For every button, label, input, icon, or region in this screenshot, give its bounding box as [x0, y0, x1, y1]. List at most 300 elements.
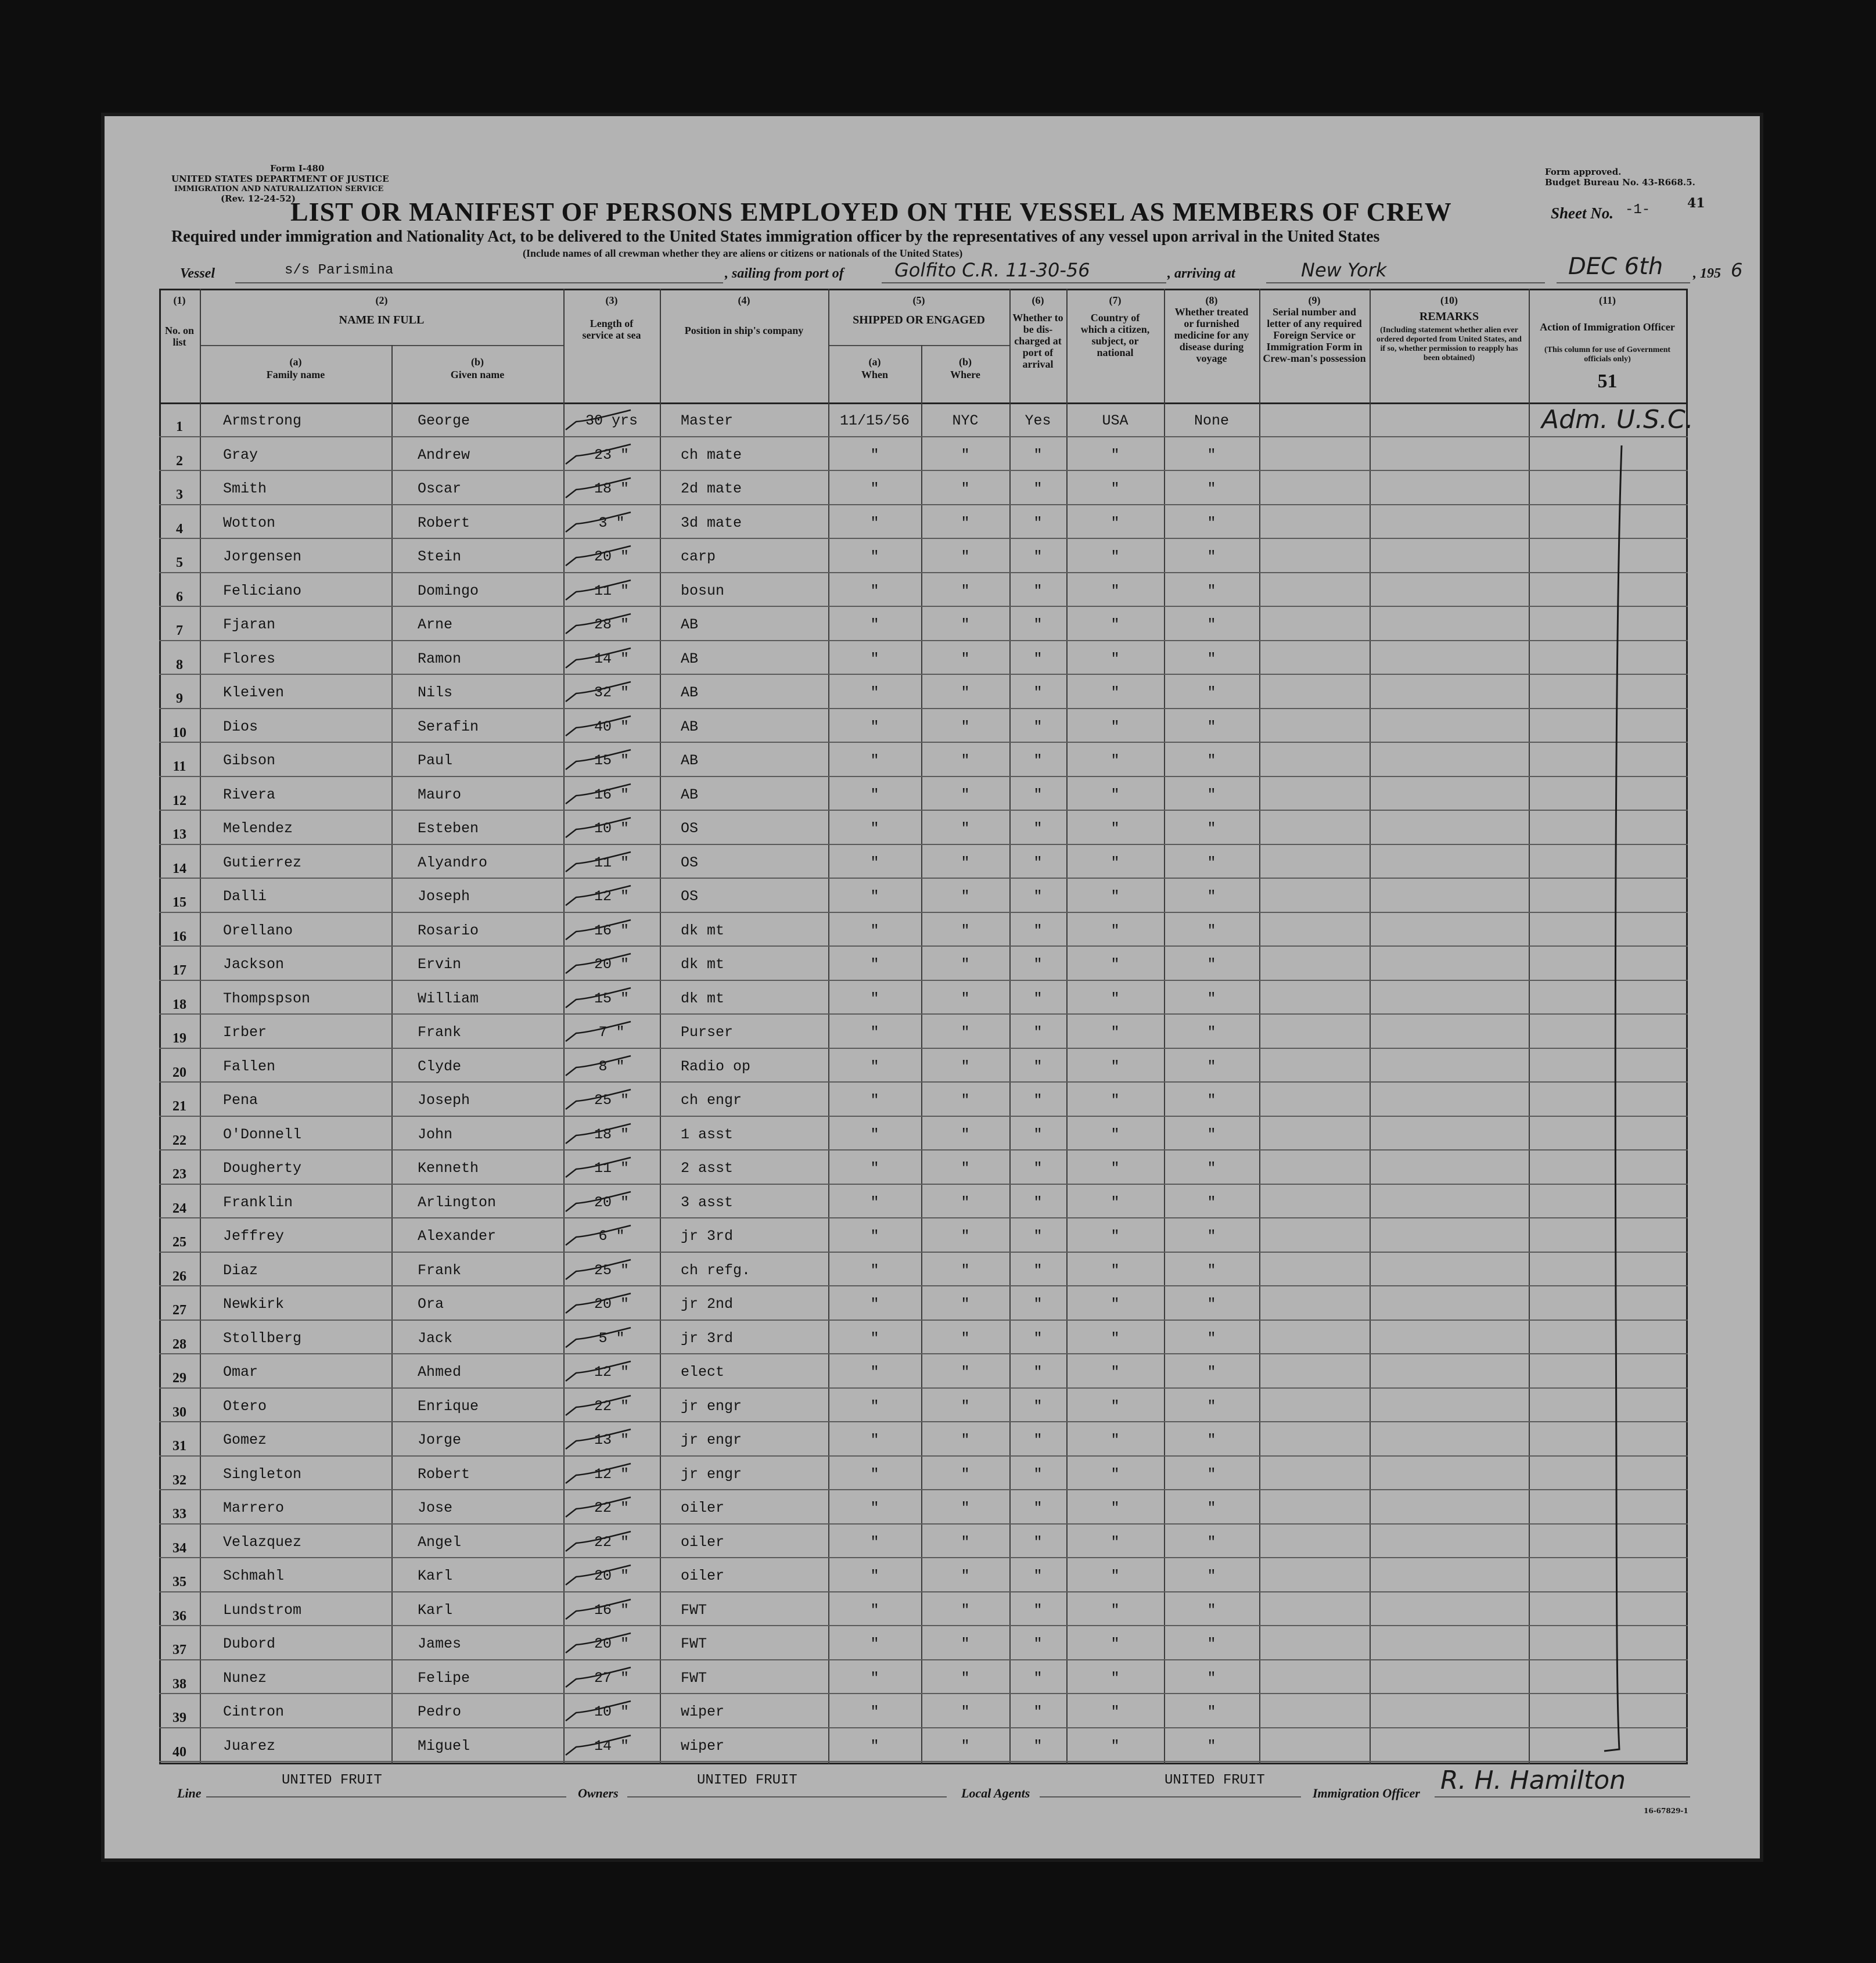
- hdr-remarks-note: (Including statement whether alien ever ordered deported from United States, and if so, whether permission to reapply has been obtained): [1377, 326, 1522, 362]
- family-name: O'Donnell: [223, 1126, 302, 1143]
- position: wiper: [681, 1737, 725, 1755]
- service-checkmark: [549, 1222, 637, 1247]
- service-checkmark: [549, 916, 637, 942]
- given-name: Ahmed: [418, 1364, 462, 1380]
- arriving-label: , arriving at: [1167, 266, 1235, 281]
- service-length: 6 ": [598, 1228, 625, 1245]
- discharged: ": [1033, 616, 1043, 633]
- position: FWT: [681, 1669, 707, 1687]
- row-number: 22: [172, 1132, 186, 1148]
- given-name: Robert: [418, 1465, 470, 1483]
- given-name: Andrew: [418, 446, 470, 463]
- given-name: Frank: [418, 1024, 462, 1041]
- row-number: 5: [176, 555, 183, 570]
- table-row: [159, 675, 1688, 709]
- given-name: James: [418, 1635, 462, 1652]
- discharged: ": [1033, 1329, 1043, 1347]
- medicine: ": [1207, 1567, 1216, 1584]
- country: ": [1110, 1329, 1120, 1347]
- table-row: [159, 709, 1688, 743]
- shipped-when: ": [870, 1432, 879, 1448]
- table-row: [159, 403, 1688, 437]
- discharged: ": [1033, 1533, 1043, 1551]
- shipped-where: ": [961, 446, 970, 463]
- row-number: 40: [172, 1744, 186, 1760]
- country: ": [1110, 922, 1120, 939]
- service-length: 16 ": [594, 1601, 629, 1619]
- budget-number: Budget Bureau No. 43-R668.5.: [1545, 177, 1695, 188]
- owners-label: Owners: [578, 1786, 619, 1800]
- service-checkmark: [549, 713, 637, 738]
- service-length: 22 ": [594, 1500, 629, 1516]
- sheet-number: -1-: [1625, 202, 1651, 218]
- shipped-when: ": [870, 1160, 879, 1177]
- family-name: Dougherty: [223, 1160, 302, 1177]
- shipped-when: ": [870, 990, 879, 1007]
- given-name: Esteben: [418, 820, 479, 837]
- medicine: ": [1207, 1397, 1216, 1415]
- given-name: Arlington: [418, 1193, 497, 1211]
- shipped-where: ": [961, 1465, 970, 1483]
- service-checkmark: [549, 509, 637, 534]
- family-name: Newkirk: [223, 1296, 285, 1313]
- table-row: [159, 743, 1688, 777]
- row-number: 28: [172, 1336, 186, 1352]
- shipped-where: ": [961, 718, 970, 735]
- table-row: [159, 1218, 1688, 1253]
- family-name: Wotton: [223, 514, 276, 531]
- shipped-where: ": [961, 616, 970, 633]
- sheet-corner-number: 41: [1687, 196, 1705, 211]
- country: ": [1110, 1261, 1120, 1279]
- position: AB: [681, 786, 699, 803]
- discharged: ": [1033, 1160, 1043, 1177]
- given-name: Stein: [418, 548, 462, 565]
- discharged: ": [1033, 446, 1043, 463]
- hdr-given-name: Given name: [450, 369, 505, 380]
- family-name: Feliciano: [223, 582, 302, 599]
- shipped-where: ": [961, 854, 970, 871]
- shipped-where: ": [961, 1228, 970, 1245]
- row-number: 17: [172, 963, 186, 978]
- hdr-2a: (a): [289, 356, 302, 368]
- service-checkmark: [549, 1154, 637, 1180]
- service-length: 22 ": [594, 1533, 629, 1551]
- service-length: 11 ": [594, 854, 629, 871]
- shipped-when: ": [870, 514, 879, 531]
- row-number: 10: [172, 725, 186, 740]
- country: ": [1110, 820, 1120, 837]
- discharged: ": [1033, 1261, 1043, 1279]
- service-length: 11 ": [594, 582, 629, 599]
- discharged: ": [1033, 1397, 1043, 1415]
- medicine: ": [1207, 548, 1216, 565]
- hdr-country: Country of which a citizen, subject, or national: [1080, 312, 1150, 358]
- discharged: ": [1033, 786, 1043, 803]
- table-row: [159, 1049, 1688, 1083]
- service-length: 23 ": [594, 446, 629, 463]
- family-name: Stollberg: [223, 1329, 302, 1347]
- table-row: [159, 947, 1688, 981]
- table-row: [159, 1389, 1688, 1423]
- shipped-when: ": [870, 446, 879, 463]
- service-checkmark: [549, 1188, 637, 1214]
- row-number: 33: [172, 1507, 186, 1522]
- given-name: Kenneth: [418, 1160, 479, 1177]
- service-checkmark: [549, 882, 637, 908]
- country: ": [1110, 1126, 1120, 1143]
- service-checkmark: [549, 1426, 637, 1451]
- service-length: 12 ": [594, 888, 629, 905]
- service-length: 28 ": [594, 616, 629, 633]
- position: Radio op: [681, 1058, 751, 1075]
- discharged: ": [1033, 582, 1043, 599]
- given-name: Ervin: [418, 956, 462, 973]
- medicine: ": [1207, 684, 1216, 701]
- service-checkmark: [549, 1596, 637, 1622]
- discharged: ": [1033, 820, 1043, 837]
- country: ": [1110, 1193, 1120, 1211]
- shipped-where: ": [961, 1635, 970, 1652]
- country: ": [1110, 1160, 1120, 1177]
- hdr-where: Where: [950, 369, 980, 380]
- hdr-action-note: (This column for use of Government officials only): [1544, 346, 1671, 364]
- medicine: ": [1207, 1737, 1216, 1755]
- row-number: 16: [172, 929, 186, 944]
- service-length: 30 yrs: [585, 412, 638, 429]
- hdr-action-mark: 51: [1597, 371, 1618, 392]
- family-name: Gomez: [223, 1432, 267, 1448]
- year-value: 6: [1731, 259, 1743, 281]
- medicine: ": [1207, 480, 1216, 497]
- service-checkmark: [549, 1528, 637, 1554]
- service-checkmark: [549, 781, 637, 806]
- given-name: Mauro: [418, 786, 462, 803]
- vessel-name: s/s Parismina: [285, 263, 394, 278]
- table-row: [159, 641, 1688, 675]
- service-length: 20 ": [594, 1296, 629, 1313]
- hdr-remarks: REMARKS: [1419, 310, 1479, 323]
- position: ch refg.: [681, 1261, 751, 1279]
- service-length: 14 ": [594, 650, 629, 667]
- shipped-when: ": [870, 1500, 879, 1516]
- given-name: Enrique: [418, 1397, 479, 1415]
- table-row: [159, 1422, 1688, 1457]
- table-row: [159, 845, 1688, 879]
- position: AB: [681, 684, 699, 701]
- shipped-where: ": [961, 1364, 970, 1380]
- shipped-when: ": [870, 786, 879, 803]
- service-checkmark: [549, 1290, 637, 1315]
- officer-signature: R. H. Hamilton: [1440, 1766, 1626, 1795]
- medicine: ": [1207, 922, 1216, 939]
- hdr-c10-num: (10): [1440, 294, 1458, 306]
- action-note: Adm. U.S.C.: [1541, 405, 1694, 434]
- hdr-position: Position in ship's company: [684, 325, 804, 336]
- service-checkmark: [549, 1562, 637, 1587]
- shipped-where: ": [961, 752, 970, 769]
- shipped-when: ": [870, 1635, 879, 1652]
- service-checkmark: [549, 1358, 637, 1383]
- table-row: [159, 1558, 1688, 1592]
- hdr-c4-num: (4): [738, 294, 750, 306]
- shipped-where: ": [961, 514, 970, 531]
- shipped-when: ": [870, 1737, 879, 1755]
- medicine: ": [1207, 1024, 1216, 1041]
- family-name: Orellano: [223, 922, 293, 939]
- shipped-where: ": [961, 1024, 970, 1041]
- given-name: Miguel: [418, 1737, 470, 1755]
- shipped-when: ": [870, 1364, 879, 1380]
- shipped-where: ": [961, 650, 970, 667]
- medicine: ": [1207, 446, 1216, 463]
- table-row: [159, 573, 1688, 607]
- row-number: 26: [172, 1268, 186, 1284]
- table-row: [159, 1592, 1688, 1627]
- service-checkmark: [549, 474, 637, 500]
- family-name: Schmahl: [223, 1567, 285, 1584]
- hdr-c11-num: (11): [1599, 294, 1616, 306]
- discharged: ": [1033, 990, 1043, 1007]
- given-name: Felipe: [418, 1669, 470, 1687]
- hdr-c5-num: (5): [912, 294, 925, 306]
- department: UNITED STATES DEPARTMENT OF JUSTICE: [171, 174, 389, 184]
- row-number: 29: [172, 1371, 186, 1386]
- given-name: Joseph: [418, 888, 470, 905]
- date-underline: [1557, 282, 1690, 283]
- shipped-when: ": [870, 1397, 879, 1415]
- family-name: Gray: [223, 446, 258, 463]
- medicine: ": [1207, 1193, 1216, 1211]
- service-checkmark: [549, 1664, 637, 1689]
- service-checkmark: [549, 1052, 637, 1078]
- print-code: 16-67829-1: [1644, 1807, 1688, 1815]
- family-name: Fallen: [223, 1058, 276, 1075]
- country: ": [1110, 684, 1120, 701]
- shipped-where: ": [961, 1160, 970, 1177]
- discharged: ": [1033, 1296, 1043, 1313]
- year-label: , 195: [1693, 266, 1721, 281]
- given-name: William: [418, 990, 479, 1007]
- form-approved: Form approved.: [1545, 167, 1622, 177]
- country: ": [1110, 1533, 1120, 1551]
- medicine: ": [1207, 1500, 1216, 1516]
- shipped-where: ": [961, 888, 970, 905]
- shipped-where: ": [961, 1737, 970, 1755]
- medicine: ": [1207, 1533, 1216, 1551]
- given-name: Serafin: [418, 718, 479, 735]
- hdr-5b: (b): [959, 356, 972, 368]
- family-name: Juarez: [223, 1737, 276, 1755]
- row-number: 32: [172, 1472, 186, 1488]
- table-row: [159, 471, 1688, 505]
- row-number: 36: [172, 1608, 186, 1624]
- shipped-where: ": [961, 1092, 970, 1109]
- discharged: ": [1033, 650, 1043, 667]
- country: ": [1110, 718, 1120, 735]
- table-row: [159, 1525, 1688, 1559]
- table-row: [159, 1457, 1688, 1491]
- position: oiler: [681, 1533, 725, 1551]
- position: OS: [681, 888, 699, 905]
- discharged: ": [1033, 1500, 1043, 1516]
- service-checkmark: [549, 1460, 637, 1486]
- service-checkmark: [549, 1256, 637, 1282]
- family-name: Otero: [223, 1397, 267, 1415]
- position: bosun: [681, 582, 725, 599]
- medicine: ": [1207, 1296, 1216, 1313]
- position: dk mt: [681, 922, 725, 939]
- shipped-when: ": [870, 548, 879, 565]
- country: ": [1110, 1092, 1120, 1109]
- position: AB: [681, 616, 699, 633]
- family-name: Omar: [223, 1364, 258, 1380]
- family-name: Thompspson: [223, 990, 311, 1007]
- shipped-when: ": [870, 1193, 879, 1211]
- officer-underline: [1435, 1796, 1690, 1797]
- country: ": [1110, 1228, 1120, 1245]
- table-row: [159, 879, 1688, 913]
- table-row: [159, 1083, 1688, 1117]
- table-row: [159, 437, 1688, 472]
- table-row: [159, 1728, 1688, 1763]
- medicine: ": [1207, 820, 1216, 837]
- position: AB: [681, 718, 699, 735]
- hdr-c2-num: (2): [375, 294, 388, 306]
- country: ": [1110, 1703, 1120, 1720]
- service-length: 12 ": [594, 1465, 629, 1483]
- table-row: [159, 913, 1688, 947]
- service-length: 10 ": [594, 1703, 629, 1720]
- page-title: LIST OR MANIFEST OF PERSONS EMPLOYED ON THE VESSEL AS MEMBERS OF CREW: [290, 197, 1452, 227]
- service-length: 15 ": [594, 990, 629, 1007]
- medicine: ": [1207, 582, 1216, 599]
- medicine: ": [1207, 616, 1216, 633]
- position: jr engr: [681, 1432, 742, 1448]
- family-name: Lundstrom: [223, 1601, 302, 1619]
- medicine: ": [1207, 650, 1216, 667]
- table-row: [159, 1626, 1688, 1660]
- service-length: 12 ": [594, 1364, 629, 1380]
- discharged: ": [1033, 718, 1043, 735]
- service-checkmark: [549, 1698, 637, 1723]
- given-name: Domingo: [418, 582, 479, 599]
- country: ": [1110, 548, 1120, 565]
- discharged: ": [1033, 514, 1043, 531]
- medicine: ": [1207, 888, 1216, 905]
- family-name: Jackson: [223, 956, 285, 973]
- row-number: 21: [172, 1099, 186, 1114]
- shipped-where: ": [961, 1296, 970, 1313]
- family-name: Nunez: [223, 1669, 267, 1687]
- shipped-when: ": [870, 718, 879, 735]
- service-checkmark: [549, 849, 637, 874]
- service-length: 32 ": [594, 684, 629, 701]
- service-checkmark: [549, 610, 637, 636]
- medicine: ": [1207, 854, 1216, 871]
- country: ": [1110, 1397, 1120, 1415]
- country: ": [1110, 888, 1120, 905]
- discharged: ": [1033, 956, 1043, 973]
- given-name: Ora: [418, 1296, 444, 1313]
- discharged: ": [1033, 480, 1043, 497]
- table-row: [159, 607, 1688, 641]
- shipped-where: ": [961, 1500, 970, 1516]
- given-name: Pedro: [418, 1703, 462, 1720]
- row-number: 39: [172, 1710, 186, 1725]
- position: jr 3rd: [681, 1228, 734, 1245]
- family-name: Fjaran: [223, 616, 276, 633]
- given-name: Jorge: [418, 1432, 462, 1448]
- shipped-when: ": [870, 1703, 879, 1720]
- country: ": [1110, 514, 1120, 531]
- shipped-header-divider: [828, 345, 1009, 346]
- service-length: 25 ": [594, 1092, 629, 1109]
- given-name: Jack: [418, 1329, 453, 1347]
- given-name: Arne: [418, 616, 453, 633]
- position: OS: [681, 820, 699, 837]
- medicine: ": [1207, 1635, 1216, 1652]
- discharged: ": [1033, 1432, 1043, 1448]
- service-length: 7 ": [598, 1024, 625, 1041]
- discharged: ": [1033, 1364, 1043, 1380]
- discharged: ": [1033, 548, 1043, 565]
- given-name: Clyde: [418, 1058, 462, 1075]
- shipped-when: ": [870, 1261, 879, 1279]
- shipped-where: ": [961, 684, 970, 701]
- table-row: [159, 1660, 1688, 1695]
- hdr-c8-num: (8): [1205, 294, 1218, 306]
- country: ": [1110, 990, 1120, 1007]
- shipped-where: ": [961, 1126, 970, 1143]
- shipped-where: ": [961, 1261, 970, 1279]
- hdr-c9-num: (9): [1308, 294, 1321, 306]
- service-length: 22 ": [594, 1397, 629, 1415]
- service-length: 18 ": [594, 1126, 629, 1143]
- sheet-label: Sheet No.: [1551, 204, 1613, 222]
- row-number: 35: [172, 1574, 186, 1590]
- service-length: 16 ": [594, 786, 629, 803]
- service-checkmark: [549, 577, 637, 602]
- country: ": [1110, 854, 1120, 871]
- service-checkmark: [549, 678, 637, 704]
- medicine: ": [1207, 718, 1216, 735]
- shipped-when: ": [870, 1329, 879, 1347]
- arrival-date: DEC 6th: [1568, 253, 1663, 280]
- position: oiler: [681, 1567, 725, 1584]
- position: FWT: [681, 1601, 707, 1619]
- row-number: 23: [172, 1167, 186, 1182]
- family-name: Gibson: [223, 752, 276, 769]
- hdr-when: When: [861, 369, 888, 380]
- medicine: ": [1207, 1703, 1216, 1720]
- shipped-where: ": [961, 480, 970, 497]
- service-length: 40 ": [594, 718, 629, 735]
- shipped-where: ": [961, 1703, 970, 1720]
- hdr-2b: (b): [471, 356, 484, 368]
- family-name: Velazquez: [223, 1533, 302, 1551]
- discharged: ": [1033, 1601, 1043, 1619]
- medicine: ": [1207, 752, 1216, 769]
- row-number: 20: [172, 1065, 186, 1080]
- row-number: 37: [172, 1642, 186, 1658]
- given-name: Karl: [418, 1567, 453, 1584]
- position: ch mate: [681, 446, 742, 463]
- discharged: ": [1033, 1058, 1043, 1075]
- shipped-when: ": [870, 956, 879, 973]
- medicine: ": [1207, 990, 1216, 1007]
- subtitle-note: (Include names of all crewman whether they are aliens or citizens or nationals of the United States): [523, 247, 963, 259]
